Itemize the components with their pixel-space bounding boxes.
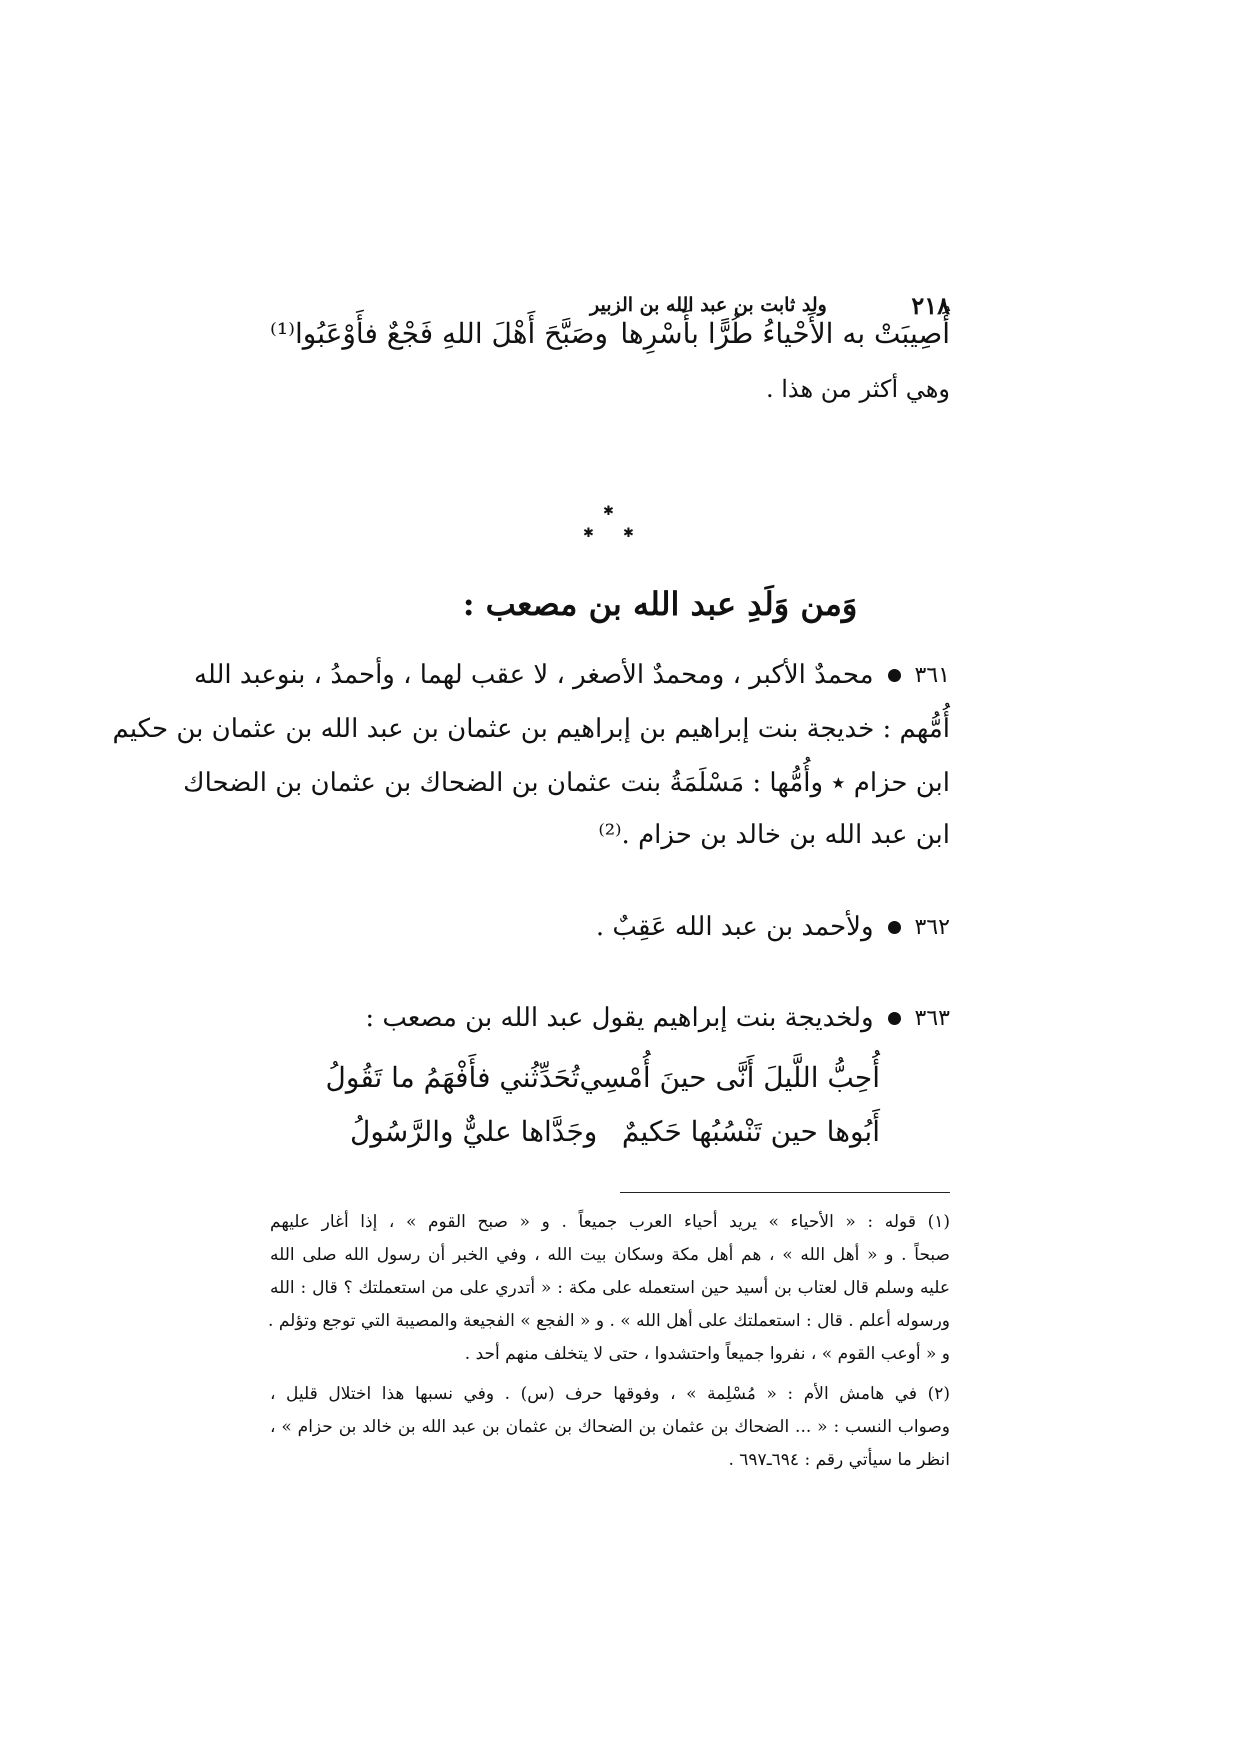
section-heading: وَمن وَلَدِ عبد الله بن مصعب : bbox=[462, 585, 858, 623]
footnote-divider bbox=[620, 1192, 950, 1193]
entry-361-line-4: ابن عبد الله بن خالد بن حزام .⁽²⁾ bbox=[598, 820, 950, 850]
entry-number: ٣٦٢ bbox=[914, 914, 950, 940]
footnote-2-line: وصواب النسب : « ... الضحاك بن عثمان بن الضحاك بن عثمان بن عبد الله بن خالد بن حزام » ، bbox=[270, 1417, 950, 1437]
star-icon: ✱ bbox=[583, 526, 594, 541]
entry-text: ولأحمد بن عبد الله عَقِبٌ . bbox=[595, 912, 874, 942]
footnote-2-line: (٢) في هامش الأم : « مُسْلِمة » ، وفوقها حرف (س) . وفي نسبها هذا اختلال قليل ، bbox=[270, 1384, 950, 1404]
verse-line bbox=[270, 308, 950, 358]
poem-line-2 bbox=[350, 1106, 880, 1156]
entry-361-line-2: أُمُّهم : خديجة بنت إبراهيم بن إبراهيم بن عثمان بن عبد الله بن عثمان بن حكيم bbox=[112, 714, 950, 744]
entry-361-line-3: ابن حزام ٭ وأُمُّها : مَسْلَمَةُ بنت عثمان بن الضحاك بن عثمان بن الضحاك bbox=[183, 768, 950, 798]
entry-number: ٣٦٣ bbox=[914, 1005, 950, 1031]
running-title: ولد ثابت بن عبد الله بن الزبير bbox=[590, 294, 827, 316]
note-more: وهي أكثر من هذا . bbox=[765, 375, 950, 403]
footnote-2-line: انظر ما سيأتي رقم : ٦٩٤ـ٦٩٧ . bbox=[728, 1450, 950, 1470]
poem-line-1 bbox=[325, 1052, 880, 1102]
star-icon: ✱ bbox=[603, 504, 614, 519]
poem-hemistich-right: أَبُوها حين تَنْسُبُها حَكيمٌ bbox=[621, 1114, 880, 1148]
bullet-icon bbox=[888, 669, 901, 682]
section-separator bbox=[580, 505, 640, 555]
footnote-1-line: و « أوعب القوم » ، نفروا جميعاً واحتشدوا ، حتى لا يتخلف منهم أحد . bbox=[464, 1344, 950, 1364]
poem-hemistich-right: أُحِبُّ اللَّيلَ أَنَّى حينَ أُمْسِي bbox=[579, 1060, 880, 1094]
footnote-1-line: صبحاً . و « أهل الله » ، هم أهل مكة وسكان بيت الله ، وفي الخبر أن رسول الله صلى الله bbox=[270, 1245, 950, 1265]
star-icon: ✱ bbox=[623, 526, 634, 541]
page-number: ٢١٨ bbox=[911, 290, 950, 320]
verse-hemistich-right: أُصِيبَتْ به الأَحْياءُ طُرًّا بأَسْرِها bbox=[620, 316, 950, 350]
bullet-icon bbox=[888, 1012, 901, 1025]
footnote-1-line: عليه وسلم قال لعتاب بن أسيد حين استعمله على مكة : « أتدري على من استعملتك ؟ قال : الله bbox=[270, 1278, 950, 1298]
entry-text: محمدٌ الأكبر ، ومحمدٌ الأصغر ، لا عقب لهما ، وأحمدُ ، بنوعبد الله bbox=[193, 660, 874, 690]
footnote-1-line: ورسوله أعلم . قال : استعملتك على أهل الله » . و « الفجع » الفجيعة والمصيبة التي توجع وتؤلم . bbox=[268, 1311, 950, 1331]
poem-hemistich-left: تُحَدِّثُني فأَفْهَمُ ما تَقُولُ bbox=[325, 1060, 580, 1094]
entry-number: ٣٦١ bbox=[914, 662, 950, 688]
verse-hemistich-left: وصَبَّحَ أَهْلَ اللهِ فَجْعٌ فأَوْعَبُوا⁽¹⁾ bbox=[270, 316, 608, 350]
bullet-icon bbox=[888, 921, 901, 934]
poem-hemistich-left: وجَدَّاها عليٌّ والرَّسُولُ bbox=[350, 1114, 598, 1148]
entry-text: ولخديجة بنت إبراهيم يقول عبد الله بن مصعب : bbox=[365, 1003, 874, 1033]
footnote-1-line: (١) قوله : « الأحياء » يريد أحياء العرب جميعاً . و « صبح القوم » ، إذا أغار عليهم bbox=[270, 1212, 950, 1232]
entry-363 bbox=[365, 1003, 950, 1033]
entry-362 bbox=[596, 912, 950, 942]
entry-361-line-1 bbox=[194, 660, 950, 690]
